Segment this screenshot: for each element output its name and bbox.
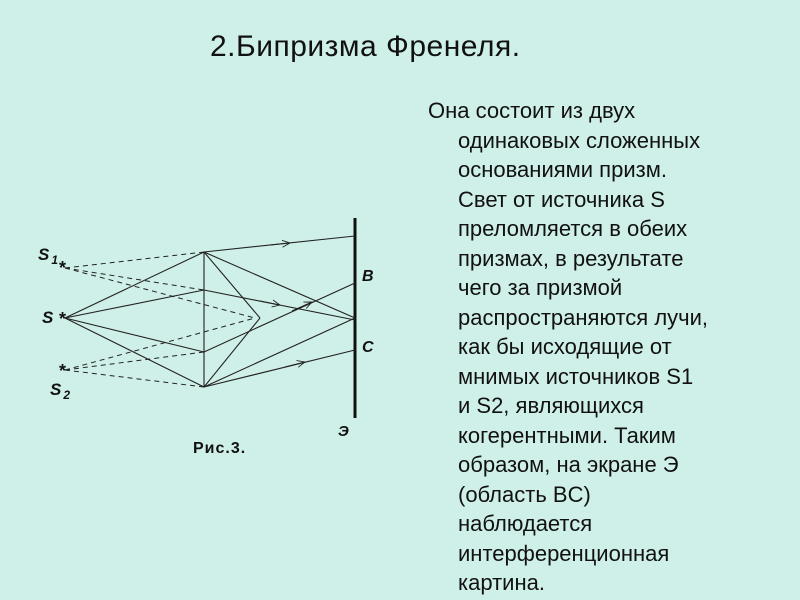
text-line: интерференционная [458, 540, 670, 566]
svg-text:*: * [59, 361, 67, 381]
page-title: 2.Бипризма Френеля. [210, 30, 521, 63]
text-line: (область BC) [458, 481, 591, 507]
text-line: призмах, в результате [458, 245, 684, 271]
text-line: одинаковых сложенных [458, 127, 701, 153]
refracted-rays [65, 236, 355, 387]
text-line: когерентными. Таким [458, 422, 676, 448]
text-line: картина. [458, 570, 545, 595]
ray-arrows [260, 243, 312, 367]
label-s: S [42, 308, 54, 327]
virtual-rays [65, 252, 255, 387]
figure-caption: Рис.3. [193, 440, 247, 457]
text-line: основаниями призм. [458, 157, 667, 182]
label-screen: Э [338, 423, 349, 440]
label-s1: S $_1$ [38, 245, 59, 267]
text-line: как бы исходящие от [458, 334, 672, 359]
text-line: и S2, являющихся [458, 393, 644, 418]
text-line: преломляется в обеих [458, 216, 688, 241]
label-s2: S $_2$ [50, 380, 71, 402]
label-b: B [362, 268, 374, 285]
label-c: C [362, 339, 374, 356]
text-line: чего за призмой [458, 275, 623, 300]
text-line: распространяются лучи, [458, 304, 709, 330]
text-line: наблюдается [458, 511, 593, 536]
biprism [65, 252, 204, 387]
svg-text:*: * [59, 309, 67, 329]
text-line: Свет от источника S [458, 186, 665, 212]
text-line: образом, на экране Э [458, 452, 679, 477]
source-marks [59, 258, 66, 381]
text-line: мнимых источников S1 [458, 363, 694, 389]
text-line: Она состоит из двух [428, 98, 636, 123]
svg-text:*: * [59, 258, 67, 278]
description-text [428, 96, 778, 598]
